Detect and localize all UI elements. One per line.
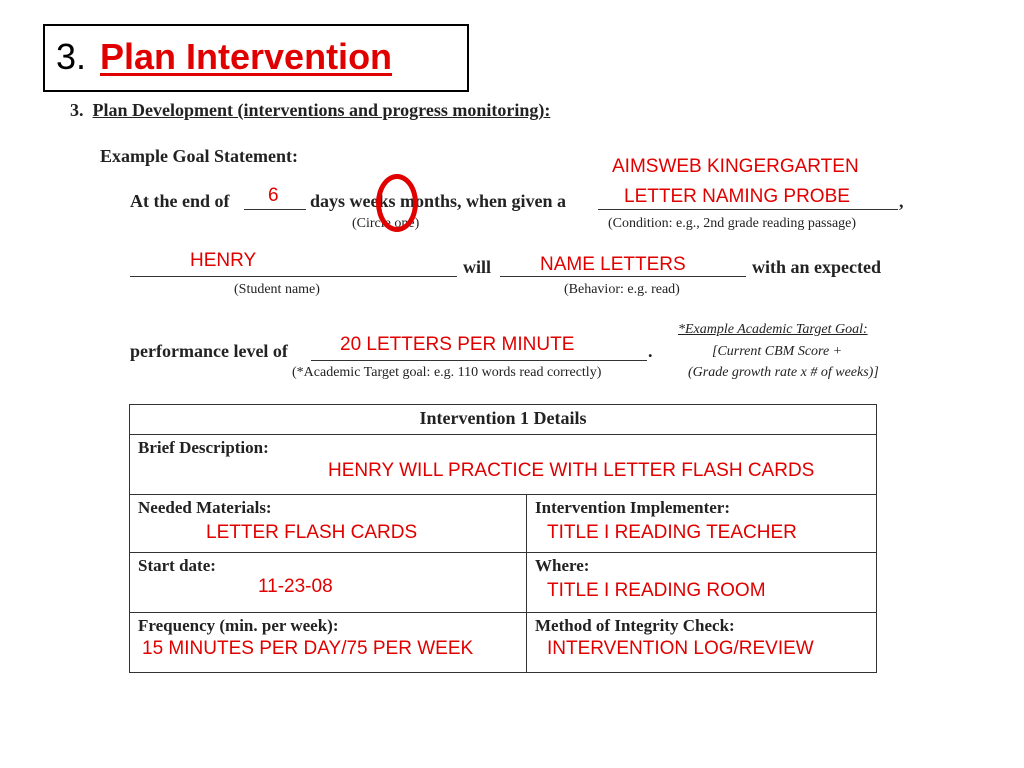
- slide-number: 3.: [56, 36, 87, 77]
- where-value: TITLE I READING ROOM: [547, 580, 766, 601]
- goal-line1-prefix: At the end of: [130, 191, 230, 211]
- behavior-blank: [500, 276, 746, 277]
- integrity-value: INTERVENTION LOG/REVIEW: [547, 638, 814, 659]
- section-number: 3.: [70, 100, 84, 120]
- frequency-label: Frequency (min. per week):: [138, 616, 339, 635]
- where-label: Where:: [535, 556, 590, 575]
- period: .: [648, 341, 653, 361]
- frequency-value: 15 MINUTES PER DAY/75 PER WEEK: [142, 638, 474, 659]
- student-caption: (Student name): [234, 282, 320, 297]
- brief-value: HENRY WILL PRACTICE WITH LETTER FLASH CARDS: [328, 460, 815, 481]
- materials-value: LETTER FLASH CARDS: [206, 522, 418, 543]
- implementer-label: Intervention Implementer:: [535, 498, 730, 517]
- behavior-caption: (Behavior: e.g. read): [564, 282, 680, 297]
- brief-cell: [130, 435, 877, 495]
- materials-label: Needed Materials:: [138, 498, 272, 517]
- comma: ,: [899, 191, 904, 211]
- integrity-label: Method of Integrity Check:: [535, 616, 735, 635]
- integrity-cell: [527, 613, 877, 673]
- performance-prefix: performance level of: [130, 341, 288, 361]
- implementer-value: TITLE I READING TEACHER: [547, 522, 797, 543]
- implementer-cell: [527, 495, 877, 553]
- target-line2: (Grade growth rate x # of weeks)]: [688, 365, 879, 380]
- start-label: Start date:: [138, 556, 216, 575]
- student-blank: [130, 276, 457, 277]
- hand-performance: 20 LETTERS PER MINUTE: [340, 334, 575, 355]
- intervention-header: Intervention 1 Details: [130, 405, 877, 435]
- unit-options: days weeks months, when given a: [310, 191, 567, 211]
- start-value: 11-23-08: [258, 576, 333, 597]
- academic-caption: (*Academic Target goal: e.g. 110 words read correctly): [292, 365, 602, 380]
- condition-caption: (Condition: e.g., 2nd grade reading passage): [608, 216, 857, 231]
- intervention-table: [129, 404, 877, 673]
- will-text: will: [463, 257, 492, 277]
- circle-mark: [376, 174, 418, 232]
- frequency-cell: [130, 613, 527, 673]
- condition-blank: [598, 209, 898, 210]
- start-cell: [130, 553, 527, 613]
- days-blank: [244, 209, 306, 210]
- hand-behavior: NAME LETTERS: [540, 254, 686, 275]
- where-cell: [527, 553, 877, 613]
- section-heading: [70, 100, 550, 121]
- materials-cell: [130, 495, 527, 553]
- target-line1: [Current CBM Score +: [712, 344, 843, 359]
- hand-student: HENRY: [190, 250, 257, 271]
- performance-blank: [311, 360, 647, 361]
- target-title: *Example Academic Target Goal:: [678, 322, 868, 337]
- slide-title: Plan Intervention: [100, 36, 393, 77]
- section-title: Plan Development (interventions and progress monitoring):: [92, 100, 551, 120]
- hand-number: 6: [268, 185, 279, 206]
- circle-note: (Circle one): [352, 216, 420, 231]
- goal-heading: Example Goal Statement:: [100, 146, 298, 166]
- hand-probe-line2: LETTER NAMING PROBE: [624, 186, 850, 207]
- brief-label: Brief Description:: [138, 438, 269, 457]
- hand-probe-line1: AIMSWEB KINGERGARTEN: [612, 156, 859, 177]
- expected-text: with an expected: [752, 257, 881, 277]
